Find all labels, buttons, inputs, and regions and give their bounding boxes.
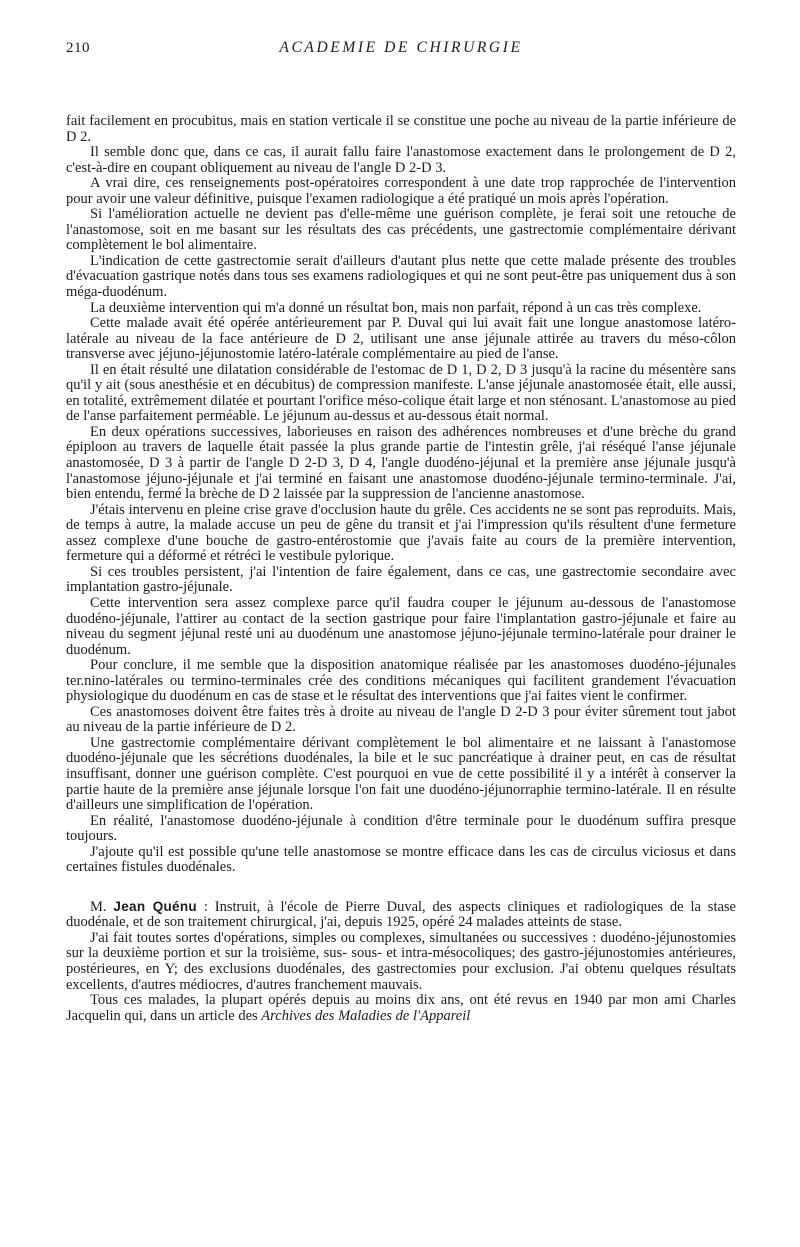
paragraph-text: Tous ces malades, la plupart opérés depuis au moins dix ans, ont été revus en 1940 par mon ami Charles Jacquelin qui, dans un article des — [66, 992, 736, 1024]
paragraph: J'ai fait toutes sortes d'opérations, simples ou complexes, simultanées ou successives : duodéno-jéjunostomies sur la deuxième portion et sur la troisième, sus- sous- et intra-mésocoliques; des gastro-jéjunostomies antérieures, postérieures, en Y; des exclusions duodénales, des gastrectomies pour exclusion. J'ai obtenu quelques résultats excellents, d'autres médiocres, d'autres franchement mauvais. — [66, 929, 736, 993]
document-page — [66, 0, 736, 1024]
paragraph: A vrai dire, ces renseignements post-opératoires correspondent à une date trop rapprochée de l'intervention pour avoir une valeur définitive, puisque l'examen radiologique a été pratiqué un mois après l'opération. — [66, 175, 736, 207]
paragraph: J'ajoute qu'il est possible qu'une telle anastomose se montre efficace dans les cas de circulus viciosus et dans certaines fistules duodénales. — [66, 843, 736, 876]
paragraph: Une gastrectomie complémentaire dérivant complètement le bol alimentaire et ne laissant à l'anastomose duodéno-jéjunale que les sécrétions duodénales, la bile et le suc pancréatique à drainer peut, en cas de résultat insuffisant, donner une guérison complète. C'est pourquoi en vue de cette possibilité il y a intérêt à conserver la partie haute de la première anse jéjunale lorsque l'on fait une duodéno-jéjunorraphie termino-latérale. Il en résulte d'ailleurs une simplification de l'opération. — [66, 734, 736, 814]
speaker-text: : Instruit, à l'école de Pierre Duval, des aspects cliniques et radiologiques de la stase duodénale, et de son traitement chirurgical, j'ai, depuis 1925, opéré 24 malades atteints de stase. — [66, 898, 736, 931]
running-title: ACADEMIE DE CHIRURGIE — [279, 39, 523, 56]
journal-title: Archives des Maladies de l'Appareil — [261, 1007, 471, 1024]
paragraph: Pour conclure, il me semble que la disposition anatomique réalisée par les anastomoses duodéno-jéjunales ter.nino-latérales ou termino-terminales crée des conditions mécaniques qui facilitent grandement l'évacuation physiologique du duodénum en cas de stase et le résultat des interventions que j'ai faites vient le confirmer. — [66, 657, 736, 705]
section-gap — [66, 876, 736, 899]
page-header — [66, 36, 736, 76]
paragraph — [66, 993, 736, 1024]
paragraph: J'étais intervenu en pleine crise grave d'occlusion haute du grêle. Ces accidents ne se sont pas reproduits. Mais, de temps à autre, la malade accuse un peu de gêne du transit et j'ai l'impression qu'ils résultent d'une fermeture assez complexe d'une bouche de gastro-entérostomie que j'avais faite au cours de la première intervention, fermeture qui a déformé et rétréci le vestibule pylorique. — [66, 501, 736, 565]
paragraph: fait facilement en procubitus, mais en station verticale il se constitue une poche au niveau de la partie inférieure de D 2. — [66, 113, 736, 145]
speaker-name: Jean Quénu — [113, 898, 197, 914]
page-number: 210 — [66, 40, 90, 56]
paragraph: La deuxième intervention qui m'a donné un résultat bon, mais non parfait, répond à un cas très complexe. — [90, 299, 702, 316]
paragraph: En deux opérations successives, laborieuses en raison des adhérences nombreuses et d'une brèche du grand épiploon au travers de laquelle était passée la plus grande partie de l'intestin grêle, j'ai réséqué l'anse jéjunale anastomosée, D 3 à partir de l'angle D 2-D 3, D 4, l'angle duodéno-jéjunal et la première anse jéjunale jusqu'à l'anastomose jéjuno-jéjunale et j'ai terminé en faisant une anastomose duodéno-jéjunale termino-terminale. J'ai, bien entendu, fermé la brèche de D 2 laissée par la suppression de l'ancienne anastomose. — [66, 423, 736, 503]
paragraph: Il semble donc que, dans ce cas, il aurait fallu faire l'anastomose exactement dans le prolongement de D 2, c'est-à-dire en coupant obliquement au niveau de l'angle D 2-D 3. — [66, 144, 736, 176]
speaker-paragraph — [66, 899, 736, 931]
paragraph: Cette malade avait été opérée antérieurement par P. Duval qui lui avait fait une longue anastomose latéro-latérale au niveau de la face antérieure de D 2, utilisant une anse jéjunale attirée au travers du méso-côlon transverse avec jéjuno-jéjunostomie latéro-latérale complémentaire au pied de l'anse. — [66, 315, 736, 363]
paragraph: L'indication de cette gastrectomie serait d'ailleurs d'autant plus nette que cette malade présente des troubles d'évacuation gastrique notés dans tous ses examens radiologiques et qui ne sont peut-être pas uniquement dus à son méga-duodénum. — [66, 252, 736, 301]
paragraph: En réalité, l'anastomose duodéno-jéjunale à condition d'être terminale pour le duodénum suffira presque toujours. — [66, 812, 736, 845]
paragraph: Ces anastomoses doivent être faites très à droite au niveau de l'angle D 2-D 3 pour éviter sûrement tout jabot au niveau de la partie inférieure de D 2. — [66, 703, 736, 736]
speaker-prefix: M. — [90, 898, 107, 915]
paragraph: Il en était résulté une dilatation considérable de l'estomac de D 1, D 2, D 3 jusqu'à la racine du mésentère sans qu'il y ait (sous anesthésie et en décubitus) de compression manifeste. L'anse jéjunale anastomosée était, elle aussi, en totalité, extrêmement dilatée et pourtant l'orifice méso-colique était large et non sténosant. L'anastomose au pied de l'anse parfaitement perméable. Le jéjunum au-dessus et au-dessous était normal. — [66, 361, 736, 425]
paragraph: Si l'amélioration actuelle ne devient pas d'elle-même une guérison complète, je ferai soit une retouche de l'anastomose, soit en me basant sur les résultats des cas précédents, une gastrectomie complémentaire dérivant complètement le bol alimentaire. — [66, 206, 736, 254]
paragraph: Cette intervention sera assez complexe parce qu'il faudra couper le jéjunum au-dessous de l'anastomose duodéno-jéjunale, l'attirer au contact de la section gastrique pour faire l'implantation gastro-jéjunale et faire au niveau du segment jéjunal resté uni au duodénum une anastomose jéjuno-jéjunale termino-latérale pour drainer le duodénum. — [66, 594, 736, 658]
body-text — [66, 114, 736, 1024]
paragraph: Si ces troubles persistent, j'ai l'intention de faire également, dans ce cas, une gastrectomie secondaire avec implantation gastro-jéjunale. — [66, 563, 736, 596]
